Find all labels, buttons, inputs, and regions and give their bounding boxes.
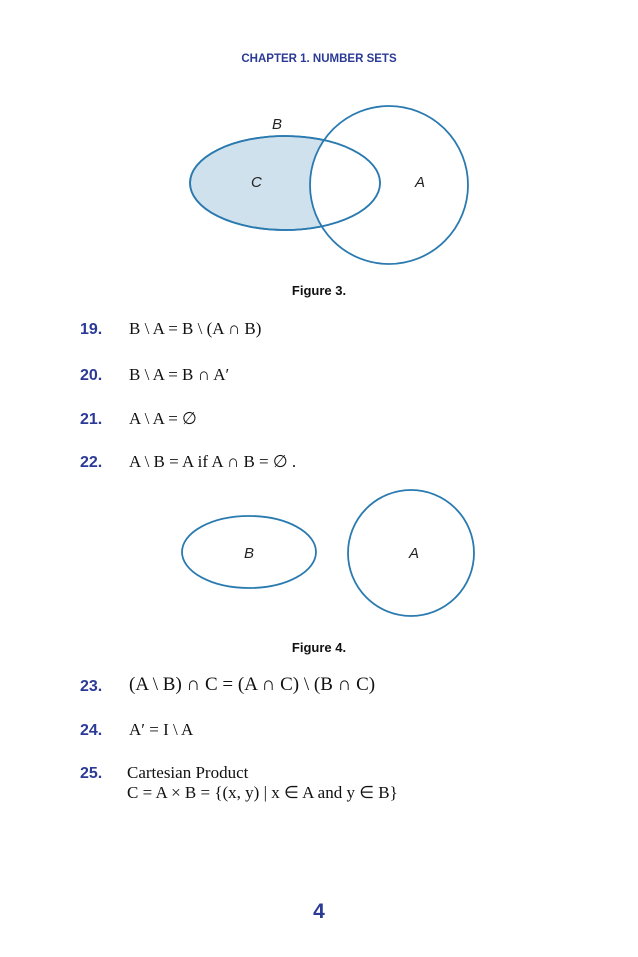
item-number: 21. [80,411,103,428]
set-a-label: A [415,174,426,191]
set-identity: (A \ B) ∩ C = (A ∩ C) \ (B ∩ C) [129,674,376,695]
set-c-label: C [251,174,262,191]
page-number: 4 [313,900,325,923]
cartesian-product-title: Cartesian Product [127,763,249,782]
figure-4-caption: Figure 4. [291,640,347,655]
cartesian-product-formula: C = A × B = {(x, y) | x ∈ A and y ∈ B} [127,783,398,802]
item-number: 24. [80,722,103,739]
set-identity: A \ A = ∅ [129,409,197,428]
set-identity: B \ A = B ∩ A′ [129,365,230,384]
item-number: 25. [80,765,103,782]
item-number: 23. [80,678,103,695]
chapter-header: CHAPTER 1. NUMBER SETS [241,53,397,65]
set-b-label: B [244,545,255,562]
item-number: 19. [80,321,103,338]
item-number: 22. [80,454,103,471]
set-identity: A \ B = A if A ∩ B = ∅ . [129,452,297,471]
set-b-label: B [272,116,283,133]
figure-3-caption: Figure 3. [291,283,347,298]
venn-diagram-figure-3 [0,105,638,255]
set-a-label: A [409,545,420,562]
item-number: 20. [80,367,103,384]
set-identity: B \ A = B \ (A ∩ B) [129,319,262,338]
venn-diagram-figure-4 [0,490,638,620]
set-identity: A′ = I \ A [129,720,194,739]
